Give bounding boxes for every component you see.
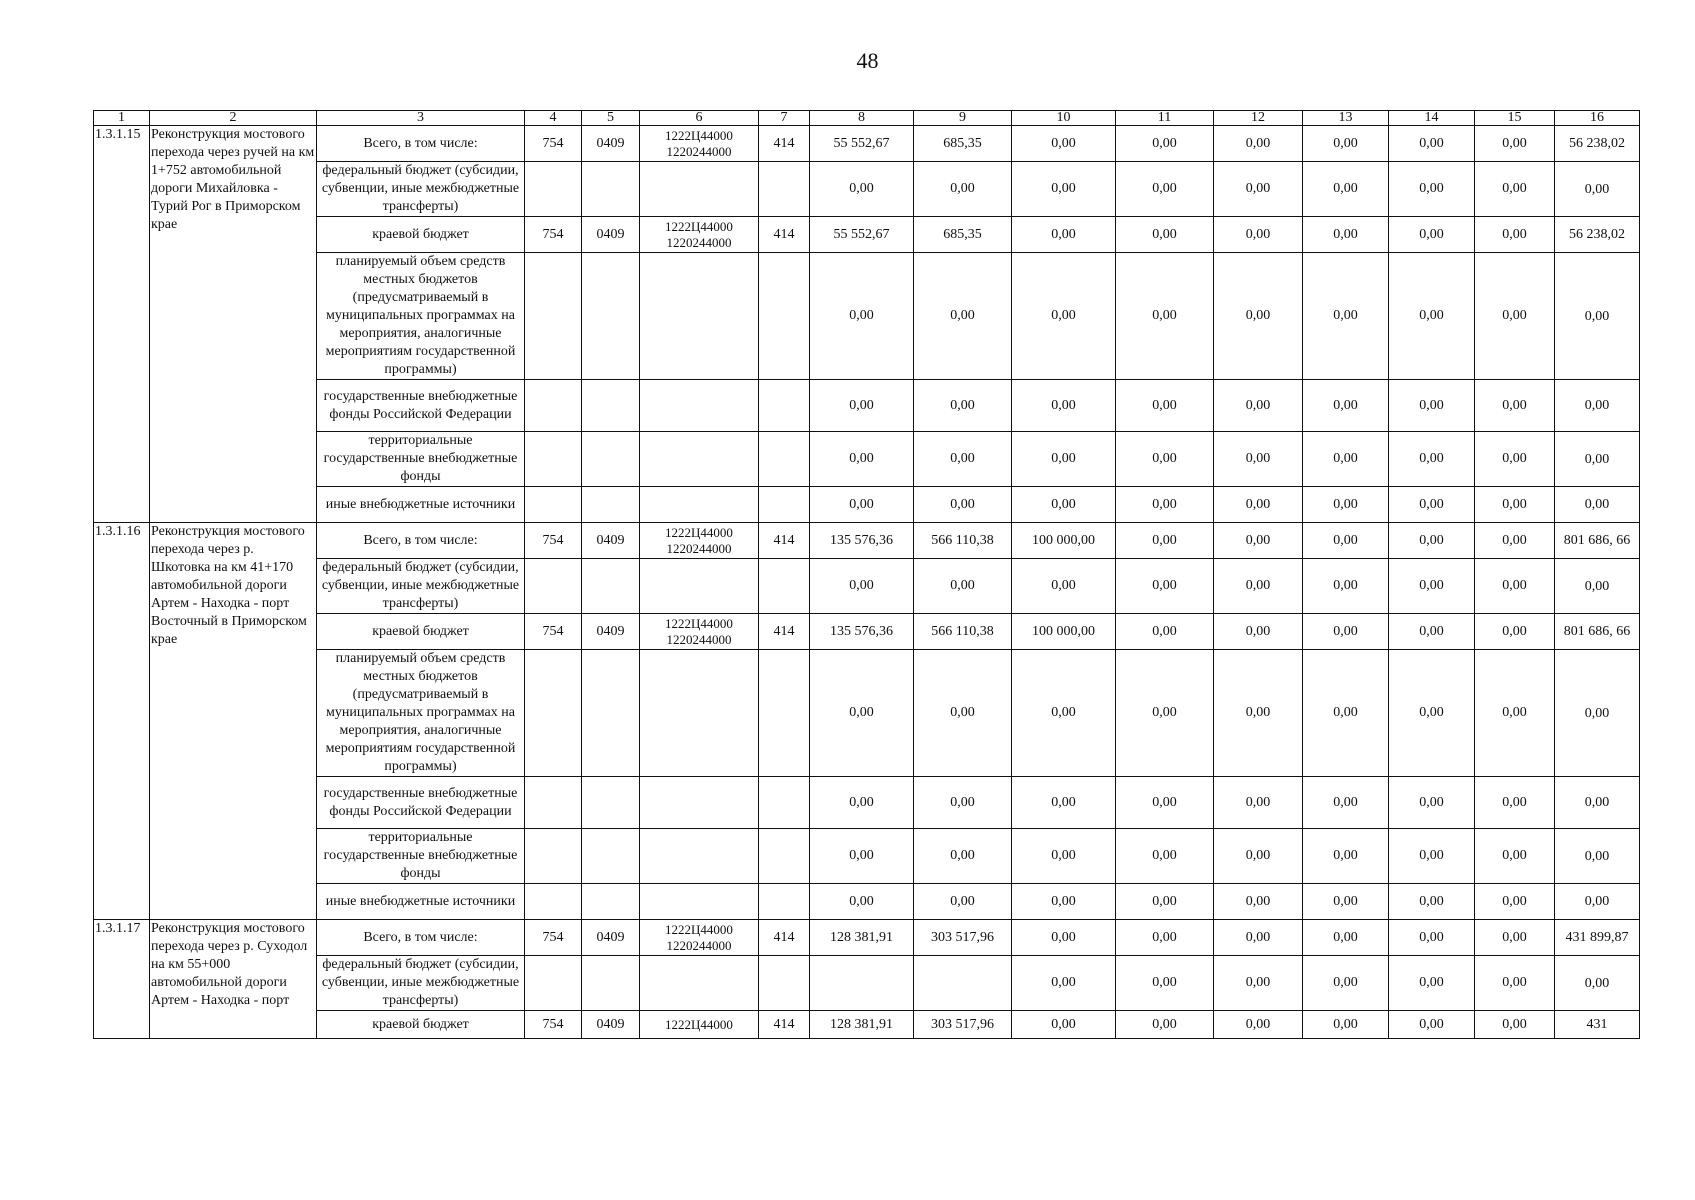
value-col-10: 0,00 xyxy=(1012,559,1116,614)
kbk-csr: 1222Ц44000 xyxy=(640,1011,759,1039)
item-name: Реконструкция мостового перехода через ручей на км 1+752 автомобильной дороги Михайловка - Турий Рог в Приморском крае xyxy=(150,126,317,523)
value-col-16: 0,00 xyxy=(1555,487,1640,523)
funding-source: краевой бюджет xyxy=(317,217,525,253)
value-col-14: 0,00 xyxy=(1389,559,1475,614)
value-col-10: 100 000,00 xyxy=(1012,614,1116,650)
funding-source: иные внебюджетные источники xyxy=(317,884,525,920)
column-number: 3 xyxy=(317,111,525,126)
value-col-16: 801 686, 66 xyxy=(1555,523,1640,559)
value-col-8: 0,00 xyxy=(810,432,914,487)
value-col-16: 0,00 xyxy=(1555,380,1640,432)
value-col-14: 0,00 xyxy=(1389,777,1475,829)
column-number: 14 xyxy=(1389,111,1475,126)
value-col-12: 0,00 xyxy=(1214,650,1303,777)
table-row xyxy=(94,380,1640,432)
kbk-rzpr xyxy=(582,884,640,920)
value-col-8 xyxy=(810,956,914,1011)
kbk-grbs xyxy=(525,432,582,487)
value-col-14: 0,00 xyxy=(1389,956,1475,1011)
value-col-14: 0,00 xyxy=(1389,650,1475,777)
kbk-csr: 1222Ц44000 1220244000 xyxy=(640,523,759,559)
table-row xyxy=(94,559,1640,614)
value-col-14: 0,00 xyxy=(1389,162,1475,217)
value-col-14: 0,00 xyxy=(1389,253,1475,380)
value-col-15: 0,00 xyxy=(1475,380,1555,432)
table-row xyxy=(94,884,1640,920)
value-col-10: 0,00 xyxy=(1012,253,1116,380)
kbk-grbs: 754 xyxy=(525,920,582,956)
value-col-8: 55 552,67 xyxy=(810,217,914,253)
column-number: 4 xyxy=(525,111,582,126)
column-number-row xyxy=(94,111,1640,126)
kbk-csr: 1222Ц44000 1220244000 xyxy=(640,126,759,162)
value-col-8: 0,00 xyxy=(810,253,914,380)
column-number: 13 xyxy=(1303,111,1389,126)
value-col-14: 0,00 xyxy=(1389,217,1475,253)
kbk-vr xyxy=(759,559,810,614)
value-col-15: 0,00 xyxy=(1475,162,1555,217)
funding-source: Всего, в том числе: xyxy=(317,920,525,956)
funding-source: федеральный бюджет (субсидии, субвенции, иные межбюджетные трансферты) xyxy=(317,956,525,1011)
table-row xyxy=(94,126,1640,162)
kbk-grbs: 754 xyxy=(525,614,582,650)
value-col-15: 0,00 xyxy=(1475,956,1555,1011)
value-col-15: 0,00 xyxy=(1475,884,1555,920)
value-col-9: 303 517,96 xyxy=(914,1011,1012,1039)
kbk-grbs xyxy=(525,380,582,432)
value-col-15: 0,00 xyxy=(1475,650,1555,777)
kbk-rzpr xyxy=(582,162,640,217)
value-col-12: 0,00 xyxy=(1214,829,1303,884)
value-col-14: 0,00 xyxy=(1389,1011,1475,1039)
value-col-9: 685,35 xyxy=(914,126,1012,162)
column-number: 2 xyxy=(150,111,317,126)
value-col-10: 0,00 xyxy=(1012,956,1116,1011)
table-row xyxy=(94,523,1640,559)
value-col-13: 0,00 xyxy=(1303,217,1389,253)
value-col-10: 100 000,00 xyxy=(1012,523,1116,559)
kbk-csr xyxy=(640,380,759,432)
value-col-13: 0,00 xyxy=(1303,559,1389,614)
kbk-grbs xyxy=(525,253,582,380)
kbk-rzpr xyxy=(582,253,640,380)
value-col-13: 0,00 xyxy=(1303,920,1389,956)
value-col-12: 0,00 xyxy=(1214,523,1303,559)
value-col-14: 0,00 xyxy=(1389,920,1475,956)
value-col-9: 0,00 xyxy=(914,829,1012,884)
funding-source: территориальные государственные внебюджетные фонды xyxy=(317,432,525,487)
kbk-rzpr xyxy=(582,777,640,829)
value-col-9: 0,00 xyxy=(914,559,1012,614)
value-col-11: 0,00 xyxy=(1116,126,1214,162)
item-name: Реконструкция мостового перехода через р. Суходол на км 55+000 автомобильной дороги Артем - Находка - порт xyxy=(150,920,317,1039)
value-col-13: 0,00 xyxy=(1303,956,1389,1011)
value-col-16: 0,00 xyxy=(1555,559,1640,614)
value-col-8: 135 576,36 xyxy=(810,523,914,559)
value-col-8: 0,00 xyxy=(810,487,914,523)
value-col-9: 566 110,38 xyxy=(914,614,1012,650)
kbk-rzpr xyxy=(582,559,640,614)
kbk-vr xyxy=(759,380,810,432)
kbk-rzpr xyxy=(582,650,640,777)
value-col-9: 0,00 xyxy=(914,380,1012,432)
kbk-grbs xyxy=(525,487,582,523)
kbk-csr xyxy=(640,487,759,523)
value-col-13: 0,00 xyxy=(1303,126,1389,162)
kbk-csr: 1222Ц44000 1220244000 xyxy=(640,920,759,956)
value-col-10: 0,00 xyxy=(1012,1011,1116,1039)
value-col-14: 0,00 xyxy=(1389,523,1475,559)
item-code: 1.3.1.16 xyxy=(94,523,150,920)
table-row xyxy=(94,253,1640,380)
value-col-13: 0,00 xyxy=(1303,253,1389,380)
value-col-14: 0,00 xyxy=(1389,487,1475,523)
value-col-12: 0,00 xyxy=(1214,162,1303,217)
value-col-16: 56 238,02 xyxy=(1555,217,1640,253)
page-number: 48 xyxy=(856,48,879,73)
value-col-14: 0,00 xyxy=(1389,829,1475,884)
kbk-grbs: 754 xyxy=(525,126,582,162)
value-col-8: 128 381,91 xyxy=(810,920,914,956)
kbk-csr xyxy=(640,432,759,487)
column-number: 11 xyxy=(1116,111,1214,126)
kbk-csr xyxy=(640,956,759,1011)
value-col-13: 0,00 xyxy=(1303,523,1389,559)
value-col-16: 431 899,87 xyxy=(1555,920,1640,956)
value-col-13: 0,00 xyxy=(1303,777,1389,829)
kbk-grbs xyxy=(525,650,582,777)
kbk-rzpr: 0409 xyxy=(582,126,640,162)
value-col-15: 0,00 xyxy=(1475,126,1555,162)
value-col-16: 56 238,02 xyxy=(1555,126,1640,162)
table-row xyxy=(94,614,1640,650)
value-col-16: 0,00 xyxy=(1555,253,1640,380)
value-col-16: 801 686, 66 xyxy=(1555,614,1640,650)
kbk-vr xyxy=(759,884,810,920)
column-number: 1 xyxy=(94,111,150,126)
item-code: 1.3.1.17 xyxy=(94,920,150,1039)
kbk-rzpr xyxy=(582,829,640,884)
value-col-10: 0,00 xyxy=(1012,884,1116,920)
kbk-grbs xyxy=(525,884,582,920)
value-col-12: 0,00 xyxy=(1214,614,1303,650)
value-col-13: 0,00 xyxy=(1303,829,1389,884)
kbk-vr: 414 xyxy=(759,1011,810,1039)
kbk-csr xyxy=(640,253,759,380)
kbk-csr xyxy=(640,884,759,920)
value-col-12: 0,00 xyxy=(1214,884,1303,920)
column-number: 9 xyxy=(914,111,1012,126)
kbk-grbs xyxy=(525,559,582,614)
value-col-10: 0,00 xyxy=(1012,162,1116,217)
item-code: 1.3.1.15 xyxy=(94,126,150,523)
value-col-15: 0,00 xyxy=(1475,432,1555,487)
kbk-grbs: 754 xyxy=(525,1011,582,1039)
kbk-grbs xyxy=(525,956,582,1011)
value-col-13: 0,00 xyxy=(1303,884,1389,920)
value-col-10: 0,00 xyxy=(1012,217,1116,253)
value-col-9: 303 517,96 xyxy=(914,920,1012,956)
kbk-vr xyxy=(759,650,810,777)
value-col-12: 0,00 xyxy=(1214,126,1303,162)
value-col-9 xyxy=(914,956,1012,1011)
kbk-rzpr xyxy=(582,380,640,432)
kbk-csr: 1222Ц44000 1220244000 xyxy=(640,614,759,650)
column-number: 8 xyxy=(810,111,914,126)
kbk-vr xyxy=(759,432,810,487)
value-col-10: 0,00 xyxy=(1012,487,1116,523)
value-col-11: 0,00 xyxy=(1116,829,1214,884)
value-col-16: 0,00 xyxy=(1555,884,1640,920)
value-col-9: 566 110,38 xyxy=(914,523,1012,559)
column-number: 12 xyxy=(1214,111,1303,126)
funding-source: краевой бюджет xyxy=(317,1011,525,1039)
value-col-9: 0,00 xyxy=(914,162,1012,217)
value-col-16: 0,00 xyxy=(1555,956,1640,1011)
kbk-rzpr: 0409 xyxy=(582,217,640,253)
value-col-15: 0,00 xyxy=(1475,559,1555,614)
value-col-12: 0,00 xyxy=(1214,487,1303,523)
value-col-15: 0,00 xyxy=(1475,614,1555,650)
value-col-9: 0,00 xyxy=(914,650,1012,777)
value-col-12: 0,00 xyxy=(1214,559,1303,614)
value-col-15: 0,00 xyxy=(1475,253,1555,380)
funding-source: краевой бюджет xyxy=(317,614,525,650)
funding-source: Всего, в том числе: xyxy=(317,523,525,559)
kbk-vr xyxy=(759,956,810,1011)
value-col-16: 0,00 xyxy=(1555,829,1640,884)
kbk-rzpr xyxy=(582,956,640,1011)
table-row xyxy=(94,777,1640,829)
column-number: 7 xyxy=(759,111,810,126)
kbk-grbs xyxy=(525,777,582,829)
funding-source: территориальные государственные внебюджетные фонды xyxy=(317,829,525,884)
kbk-rzpr: 0409 xyxy=(582,1011,640,1039)
table-row xyxy=(94,956,1640,1011)
item-name: Реконструкция мостового перехода через р. Шкотовка на км 41+170 автомобильной дороги Артем - Находка - порт Восточный в Приморском крае xyxy=(150,523,317,920)
value-col-11: 0,00 xyxy=(1116,614,1214,650)
kbk-vr xyxy=(759,162,810,217)
value-col-15: 0,00 xyxy=(1475,829,1555,884)
value-col-14: 0,00 xyxy=(1389,884,1475,920)
kbk-vr xyxy=(759,487,810,523)
value-col-10: 0,00 xyxy=(1012,650,1116,777)
value-col-16: 431 xyxy=(1555,1011,1640,1039)
kbk-csr xyxy=(640,162,759,217)
value-col-9: 0,00 xyxy=(914,777,1012,829)
kbk-vr: 414 xyxy=(759,614,810,650)
kbk-grbs xyxy=(525,162,582,217)
value-col-10: 0,00 xyxy=(1012,380,1116,432)
value-col-11: 0,00 xyxy=(1116,956,1214,1011)
value-col-9: 685,35 xyxy=(914,217,1012,253)
value-col-14: 0,00 xyxy=(1389,614,1475,650)
value-col-12: 0,00 xyxy=(1214,380,1303,432)
kbk-grbs: 754 xyxy=(525,523,582,559)
value-col-13: 0,00 xyxy=(1303,650,1389,777)
funding-source: иные внебюджетные источники xyxy=(317,487,525,523)
value-col-13: 0,00 xyxy=(1303,487,1389,523)
value-col-12: 0,00 xyxy=(1214,253,1303,380)
table-row xyxy=(94,432,1640,487)
value-col-11: 0,00 xyxy=(1116,253,1214,380)
value-col-10: 0,00 xyxy=(1012,829,1116,884)
value-col-12: 0,00 xyxy=(1214,777,1303,829)
kbk-grbs xyxy=(525,829,582,884)
value-col-12: 0,00 xyxy=(1214,920,1303,956)
kbk-vr xyxy=(759,253,810,380)
value-col-15: 0,00 xyxy=(1475,523,1555,559)
table-row xyxy=(94,920,1640,956)
funding-source: государственные внебюджетные фонды Российской Федерации xyxy=(317,777,525,829)
funding-source: федеральный бюджет (субсидии, субвенции, иные межбюджетные трансферты) xyxy=(317,162,525,217)
value-col-11: 0,00 xyxy=(1116,1011,1214,1039)
value-col-8: 55 552,67 xyxy=(810,126,914,162)
kbk-csr xyxy=(640,777,759,829)
value-col-10: 0,00 xyxy=(1012,920,1116,956)
table-row xyxy=(94,1011,1640,1039)
value-col-11: 0,00 xyxy=(1116,559,1214,614)
table-row xyxy=(94,487,1640,523)
value-col-16: 0,00 xyxy=(1555,162,1640,217)
value-col-11: 0,00 xyxy=(1116,380,1214,432)
table-row xyxy=(94,162,1640,217)
column-number: 16 xyxy=(1555,111,1640,126)
value-col-11: 0,00 xyxy=(1116,523,1214,559)
kbk-csr xyxy=(640,559,759,614)
value-col-16: 0,00 xyxy=(1555,432,1640,487)
value-col-9: 0,00 xyxy=(914,432,1012,487)
value-col-13: 0,00 xyxy=(1303,380,1389,432)
value-col-15: 0,00 xyxy=(1475,920,1555,956)
funding-source: планируемый объем средств местных бюджетов (предусматриваемый в муниципальных программах на мероприятия, аналогичные мероприятиям государственной программы) xyxy=(317,253,525,380)
value-col-12: 0,00 xyxy=(1214,432,1303,487)
value-col-8: 0,00 xyxy=(810,829,914,884)
value-col-11: 0,00 xyxy=(1116,162,1214,217)
value-col-10: 0,00 xyxy=(1012,777,1116,829)
value-col-12: 0,00 xyxy=(1214,1011,1303,1039)
funding-source: государственные внебюджетные фонды Российской Федерации xyxy=(317,380,525,432)
value-col-12: 0,00 xyxy=(1214,217,1303,253)
value-col-8: 0,00 xyxy=(810,162,914,217)
kbk-vr: 414 xyxy=(759,920,810,956)
value-col-8: 128 381,91 xyxy=(810,1011,914,1039)
value-col-8: 0,00 xyxy=(810,777,914,829)
value-col-12: 0,00 xyxy=(1214,956,1303,1011)
value-col-15: 0,00 xyxy=(1475,487,1555,523)
value-col-16: 0,00 xyxy=(1555,777,1640,829)
value-col-11: 0,00 xyxy=(1116,920,1214,956)
value-col-15: 0,00 xyxy=(1475,217,1555,253)
funding-source: федеральный бюджет (субсидии, субвенции, иные межбюджетные трансферты) xyxy=(317,559,525,614)
kbk-vr: 414 xyxy=(759,217,810,253)
column-number: 15 xyxy=(1475,111,1555,126)
column-number: 6 xyxy=(640,111,759,126)
value-col-9: 0,00 xyxy=(914,884,1012,920)
kbk-vr xyxy=(759,829,810,884)
value-col-15: 0,00 xyxy=(1475,777,1555,829)
kbk-vr xyxy=(759,777,810,829)
value-col-11: 0,00 xyxy=(1116,650,1214,777)
value-col-9: 0,00 xyxy=(914,487,1012,523)
value-col-16: 0,00 xyxy=(1555,650,1640,777)
value-col-13: 0,00 xyxy=(1303,432,1389,487)
kbk-rzpr xyxy=(582,432,640,487)
column-number: 10 xyxy=(1012,111,1116,126)
kbk-csr: 1222Ц44000 1220244000 xyxy=(640,217,759,253)
value-col-15: 0,00 xyxy=(1475,1011,1555,1039)
value-col-13: 0,00 xyxy=(1303,1011,1389,1039)
value-col-8: 135 576,36 xyxy=(810,614,914,650)
value-col-11: 0,00 xyxy=(1116,432,1214,487)
value-col-10: 0,00 xyxy=(1012,432,1116,487)
table-row xyxy=(94,650,1640,777)
value-col-9: 0,00 xyxy=(914,253,1012,380)
value-col-8: 0,00 xyxy=(810,559,914,614)
value-col-11: 0,00 xyxy=(1116,777,1214,829)
kbk-csr xyxy=(640,829,759,884)
value-col-13: 0,00 xyxy=(1303,162,1389,217)
table-row xyxy=(94,829,1640,884)
value-col-11: 0,00 xyxy=(1116,884,1214,920)
kbk-vr: 414 xyxy=(759,126,810,162)
value-col-11: 0,00 xyxy=(1116,217,1214,253)
value-col-11: 0,00 xyxy=(1116,487,1214,523)
kbk-csr xyxy=(640,650,759,777)
value-col-14: 0,00 xyxy=(1389,380,1475,432)
kbk-rzpr: 0409 xyxy=(582,920,640,956)
column-number: 5 xyxy=(582,111,640,126)
kbk-vr: 414 xyxy=(759,523,810,559)
value-col-14: 0,00 xyxy=(1389,126,1475,162)
table-row xyxy=(94,217,1640,253)
value-col-8: 0,00 xyxy=(810,884,914,920)
kbk-rzpr xyxy=(582,487,640,523)
value-col-13: 0,00 xyxy=(1303,614,1389,650)
value-col-14: 0,00 xyxy=(1389,432,1475,487)
funding-source: планируемый объем средств местных бюджетов (предусматриваемый в муниципальных программах на мероприятия, аналогичные мероприятиям государственной программы) xyxy=(317,650,525,777)
value-col-8: 0,00 xyxy=(810,650,914,777)
value-col-10: 0,00 xyxy=(1012,126,1116,162)
value-col-8: 0,00 xyxy=(810,380,914,432)
budget-table xyxy=(93,110,1640,1039)
kbk-rzpr: 0409 xyxy=(582,523,640,559)
kbk-grbs: 754 xyxy=(525,217,582,253)
kbk-rzpr: 0409 xyxy=(582,614,640,650)
funding-source: Всего, в том числе: xyxy=(317,126,525,162)
